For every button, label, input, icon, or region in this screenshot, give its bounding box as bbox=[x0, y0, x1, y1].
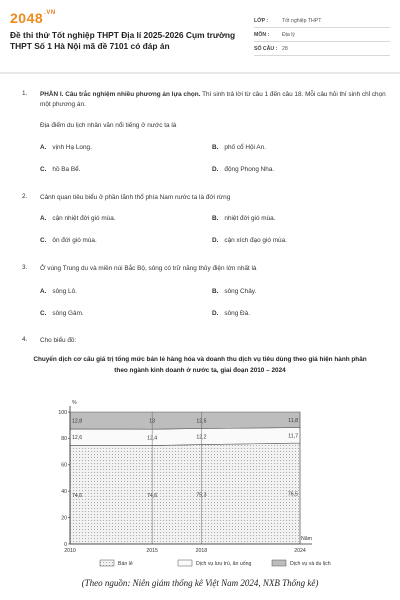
x-tick-label: 2024 bbox=[294, 548, 306, 554]
data-label: 12,2 bbox=[196, 434, 207, 441]
data-label: 75,3 bbox=[196, 492, 207, 499]
q2-option-c[interactable]: C. ôn đới gió mùa. bbox=[40, 237, 97, 244]
meta-row-subject: MÔN : Địa lý bbox=[254, 28, 390, 42]
q3-option-d[interactable]: D. sông Đà. bbox=[212, 310, 250, 317]
data-label: 12,6 bbox=[72, 435, 83, 442]
exam-meta bbox=[254, 14, 390, 56]
y-tick-label: 100 bbox=[58, 409, 67, 416]
q1-option-a[interactable]: A. vịnh Hạ Long. bbox=[40, 144, 92, 151]
chart-title: Chuyển dịch cơ cấu giá trị tổng mức bán lẻ hàng hóa và doanh thu dịch vụ tiêu dùng theo giá hiện hành phân theo ngành kinh doanh ở nước ta, giai đoạn 2010 – 2024 bbox=[33, 356, 367, 374]
y-tick-label: 0 bbox=[64, 541, 67, 548]
exam-title: Đề thi thử Tốt nghiệp THPT Địa lí 2025-2026 Cụm trường THPT Số 1 Hà Nội mã đề 7101 có đáp án bbox=[10, 30, 236, 51]
data-label: 12,4 bbox=[147, 435, 158, 442]
data-label: 13 bbox=[149, 418, 156, 425]
q2-option-b[interactable]: B. nhiệt đới gió mùa. bbox=[212, 215, 276, 222]
data-label: 11,8 bbox=[288, 417, 298, 424]
site-logo[interactable]: $2048^{.VN}$ bbox=[10, 10, 56, 26]
legend-swatch-1 bbox=[100, 560, 114, 566]
meta-row-count: SỐ CÂU : 28 bbox=[254, 42, 390, 56]
question-3-text: Ở vùng Trung du và miền núi Bắc Bộ, sông có trữ năng thủy điện lớn nhất là bbox=[40, 265, 257, 272]
y-tick-label: 60 bbox=[61, 462, 67, 469]
data-label: 76,5 bbox=[287, 491, 298, 498]
chart-source: (Theo nguồn: Niên giám thống kê Việt Nam 2024, NXB Thống kê) bbox=[81, 578, 319, 588]
question-2-text: Cảnh quan tiêu biểu ở phần lãnh thổ phía Nam nước ta là đới rừng bbox=[40, 194, 231, 201]
question-1-prompt: Địa điểm du lịch nhân văn nổi tiếng ở nước ta là bbox=[40, 122, 177, 129]
legend-swatch-2 bbox=[178, 560, 192, 566]
header-divider bbox=[0, 72, 400, 74]
q2-option-d[interactable]: D. cận xích đạo gió mùa. bbox=[212, 237, 287, 244]
y-tick-label: 80 bbox=[61, 436, 67, 443]
legend-label-2: Dịch vụ lưu trú, ăn uống bbox=[196, 561, 252, 567]
q3-option-c[interactable]: C. sông Gâm. bbox=[40, 310, 84, 317]
question-1-text: PHẦN I. Câu trắc nghiệm nhiều phương án lựa chọn. Thí sinh trả lời từ câu 1 đến câu 18. Mỗi câu hỏi thí sinh chỉ chọn một phương án. bbox=[40, 91, 386, 108]
x-tick-label: 2018 bbox=[195, 548, 208, 554]
series-area-2 bbox=[70, 428, 300, 446]
x-tick-label: 2015 bbox=[146, 548, 158, 554]
legend-label-3: Dịch vụ và du lịch bbox=[290, 561, 331, 567]
q3-option-a[interactable]: A. sông Lô. bbox=[40, 288, 77, 295]
q1-option-d[interactable]: D. động Phong Nha. bbox=[212, 166, 275, 173]
data-label: 12,5 bbox=[196, 418, 207, 425]
data-label: 12,8 bbox=[72, 418, 83, 425]
data-label: 11,7 bbox=[288, 433, 298, 440]
data-label: 74,6 bbox=[147, 492, 158, 499]
q1-option-c[interactable]: C. hồ Ba Bể. bbox=[40, 166, 81, 173]
page-header bbox=[0, 0, 400, 72]
question-4-text: Cho biểu đồ: bbox=[40, 337, 77, 344]
q1-option-b[interactable]: B. phố cổ Hội An. bbox=[212, 144, 266, 151]
y-axis-label: % bbox=[72, 400, 77, 406]
area-chart bbox=[0, 396, 400, 574]
series-area-1 bbox=[70, 443, 300, 544]
q2-option-a[interactable]: A. cận nhiệt đới gió mùa. bbox=[40, 215, 116, 222]
x-tick-label: 2010 bbox=[64, 548, 76, 554]
meta-row-class: LỚP : Tốt nghiệp THPT bbox=[254, 14, 390, 28]
data-label: 74,6 bbox=[72, 492, 83, 499]
y-tick-label: 20 bbox=[61, 515, 67, 522]
y-tick-label: 40 bbox=[61, 489, 67, 495]
legend-label-1: Bán lẻ bbox=[118, 561, 133, 567]
q3-option-b[interactable]: B. sông Chảy. bbox=[212, 288, 257, 295]
series-area-3 bbox=[70, 412, 300, 429]
x-axis-label: Năm bbox=[301, 536, 312, 542]
legend-swatch-3 bbox=[272, 560, 286, 566]
